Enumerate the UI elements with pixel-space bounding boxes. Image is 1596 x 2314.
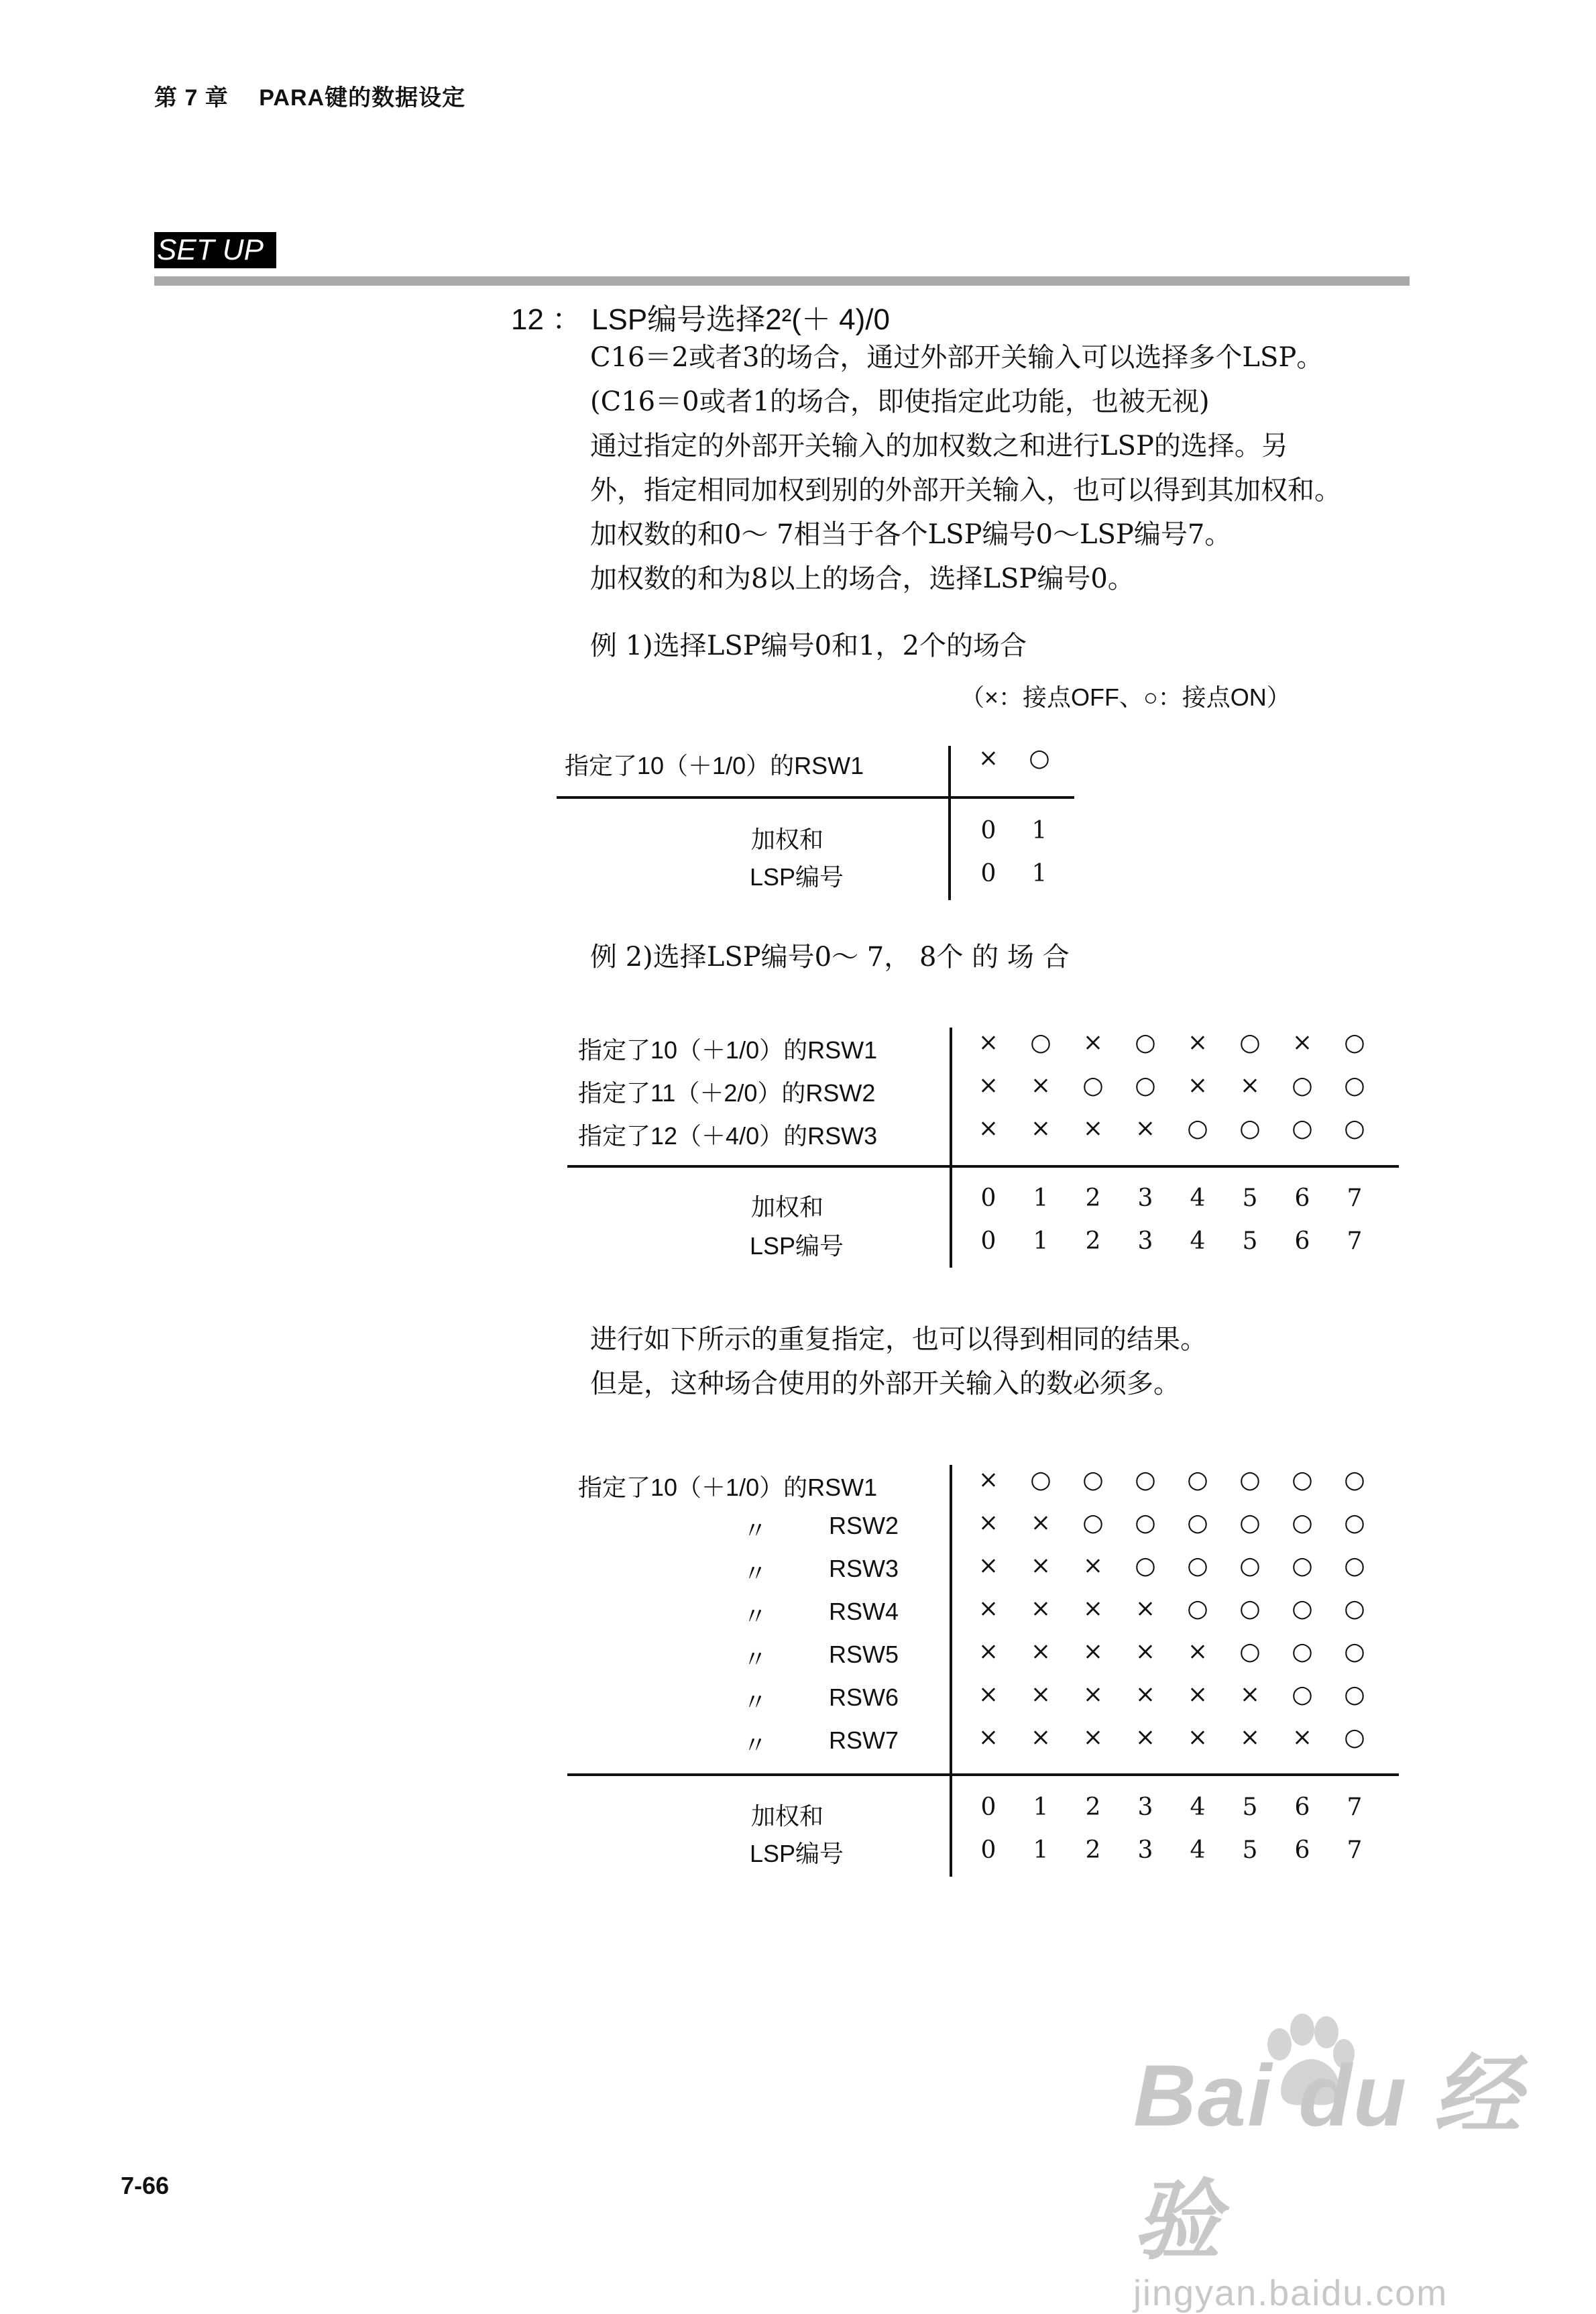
ex3-cell: ×: [1239, 1724, 1261, 1751]
para-line: 加权数的和为8以上的场合，选择LSP编号0。: [590, 563, 1135, 594]
example1-title: 例 1)选择LSP编号0和1，2个的场合: [590, 630, 1027, 661]
ex2-lsp: 2: [1085, 1227, 1101, 1255]
ex3-cell: ○: [1344, 1724, 1365, 1751]
ex3-cell: ○: [1135, 1509, 1156, 1537]
ex3-cell: ○: [1292, 1638, 1313, 1665]
ex3-cell: ×: [1030, 1638, 1051, 1665]
ex2-lsp: 1: [1033, 1227, 1049, 1255]
ex3-cell: ×: [1030, 1724, 1051, 1751]
ex3-cell: ×: [1082, 1595, 1104, 1622]
ex3-lsp: 2: [1085, 1836, 1101, 1864]
ex2-lsp: 7: [1347, 1227, 1363, 1255]
ex3-ditto-mark: 〃: [743, 1645, 768, 1673]
ex3-cell: ○: [1344, 1681, 1365, 1708]
note: [590, 1317, 1207, 1406]
ex3-cell: ○: [1292, 1552, 1313, 1580]
ex3-row-name: RSW3: [829, 1555, 899, 1582]
ex1-cell: ○: [1029, 745, 1050, 772]
ex3-cell: ×: [978, 1681, 999, 1708]
ex1-hline: [557, 796, 1074, 799]
ex2-lsp-label: LSP编号: [750, 1232, 844, 1260]
ex2-hline: [567, 1165, 1399, 1168]
ex3-cell: ○: [1344, 1552, 1365, 1580]
ex3-cell: ×: [1030, 1552, 1051, 1580]
ex2-cell: ×: [978, 1029, 999, 1056]
ex3-cell: ×: [1135, 1681, 1156, 1708]
ex3-lsp: 1: [1033, 1836, 1049, 1864]
ex2-cell: ×: [1135, 1115, 1156, 1142]
ex2-row-label: 指定了11（＋2/0）的RSW2: [578, 1079, 876, 1107]
ex2-cell: ○: [1344, 1029, 1365, 1056]
ex3-lsp: 3: [1137, 1836, 1153, 1864]
ex3-cell: ×: [1239, 1681, 1261, 1708]
note-line: 进行如下所示的重复指定，也可以得到相同的结果。: [590, 1324, 1207, 1355]
ex2-cell: ○: [1344, 1072, 1365, 1099]
ex3-cell: ×: [1135, 1724, 1156, 1751]
section-number: 12 ：: [511, 303, 582, 336]
ex3-cell: ○: [1239, 1509, 1261, 1537]
ex2-cell: ×: [1187, 1029, 1208, 1056]
ex3-cell: ×: [1030, 1595, 1051, 1622]
ex3-lsp: 0: [980, 1836, 996, 1864]
example2-title: 例 2)选择LSP编号0～ 7， 8个 的 场 合: [590, 942, 1070, 973]
ex1-lsp: 1: [1031, 860, 1047, 887]
ex3-lsp-label: LSP编号: [750, 1840, 844, 1867]
section-title-text: LSP编号选择2²(＋ 4)/0: [591, 303, 890, 336]
ex2-weight: 4: [1190, 1184, 1206, 1212]
ex2-weight: 6: [1294, 1184, 1310, 1212]
ex3-cell: ○: [1030, 1466, 1051, 1494]
ex1-row-label: 指定了10（＋1/0）的RSW1: [565, 752, 864, 779]
ex3-cell: ○: [1292, 1595, 1313, 1622]
ex3-ditto-mark: 〃: [743, 1602, 768, 1630]
ex2-cell: ○: [1187, 1115, 1208, 1142]
ex2-cell: ×: [1030, 1115, 1051, 1142]
ex2-lsp: 6: [1294, 1227, 1310, 1255]
ex2-cell: ×: [1030, 1072, 1051, 1099]
note-line: 但是，这种场合使用的外部开关输入的数必须多。: [590, 1368, 1180, 1399]
ex2-weight-label: 加权和: [751, 1194, 824, 1221]
ex2-cell: ○: [1239, 1029, 1261, 1056]
ex3-cell: ×: [978, 1466, 999, 1494]
ex3-cell: ○: [1187, 1509, 1208, 1537]
ex3-weight: 4: [1190, 1794, 1206, 1821]
ex3-cell: ×: [1135, 1638, 1156, 1665]
ex3-cell: ○: [1239, 1638, 1261, 1665]
example1-legend: （×：接点OFF、○：接点ON）: [960, 683, 1291, 711]
ex3-hline: [567, 1773, 1399, 1776]
ex3-lsp: 7: [1347, 1836, 1363, 1864]
ex2-cell: ×: [1187, 1072, 1208, 1099]
ex3-ditto-mark: 〃: [743, 1517, 768, 1544]
ex1-weight: 1: [1031, 817, 1047, 844]
ex3-weight: 7: [1347, 1794, 1363, 1821]
ex3-cell: ×: [1187, 1724, 1208, 1751]
ex3-cell: ×: [1030, 1681, 1051, 1708]
section-rule: [154, 276, 1410, 286]
ex2-cell: ×: [1292, 1029, 1313, 1056]
ex3-cell: ×: [1187, 1681, 1208, 1708]
para-line: 外，指定相同加权到别的外部开关输入，也可以得到其加权和。: [590, 475, 1341, 506]
ex3-cell: ×: [1030, 1509, 1051, 1537]
ex2-cell: ×: [1239, 1072, 1261, 1099]
ex2-weight: 7: [1347, 1184, 1363, 1212]
ex3-weight: 5: [1242, 1794, 1258, 1821]
ex1-weight-label: 加权和: [751, 826, 824, 854]
ex2-weight: 0: [980, 1184, 996, 1212]
ex2-lsp: 3: [1137, 1227, 1153, 1255]
ex3-weight: 0: [980, 1794, 996, 1821]
ex3-weight-label: 加权和: [751, 1803, 824, 1830]
chapter-header: 第 7 章 PARA键的数据设定: [154, 85, 466, 111]
ex3-first-label: 指定了10（＋1/0）的RSW1: [578, 1474, 878, 1501]
ex2-cell: ×: [1082, 1029, 1104, 1056]
ex3-cell: ○: [1187, 1552, 1208, 1580]
ex2-cell: ○: [1030, 1029, 1051, 1056]
ex2-cell: ×: [978, 1115, 999, 1142]
ex3-cell: ×: [1082, 1638, 1104, 1665]
ex3-row-name: RSW2: [829, 1512, 899, 1539]
ex2-cell: ×: [978, 1072, 999, 1099]
watermark-url: jingyan.baidu.com: [1133, 2273, 1448, 2313]
ex3-ditto-mark: 〃: [743, 1688, 768, 1716]
ex3-cell: ×: [1082, 1681, 1104, 1708]
ex2-cell: ○: [1135, 1029, 1156, 1056]
ex2-cell: ○: [1135, 1072, 1156, 1099]
ex3-cell: ×: [1082, 1552, 1104, 1580]
ex3-weight: 3: [1137, 1794, 1153, 1821]
ex3-cell: ×: [978, 1509, 999, 1537]
ex2-cell: ○: [1239, 1115, 1261, 1142]
ex2-weight: 2: [1085, 1184, 1101, 1212]
para-line: (C16＝0或者1的场合，即使指定此功能，也被无视): [590, 386, 1210, 417]
ex2-cell: ×: [1082, 1115, 1104, 1142]
ex3-cell: ×: [978, 1638, 999, 1665]
ex3-cell: ×: [978, 1552, 999, 1580]
ex3-lsp: 6: [1294, 1836, 1310, 1864]
ex2-lsp: 5: [1242, 1227, 1258, 1255]
ex3-lsp: 5: [1242, 1836, 1258, 1864]
ex1-cell: ×: [978, 745, 999, 772]
ex2-cell: ○: [1292, 1072, 1313, 1099]
ex3-cell: ○: [1187, 1595, 1208, 1622]
ex3-row-name: RSW4: [829, 1598, 899, 1625]
ex3-cell: ○: [1344, 1509, 1365, 1537]
ex3-cell: ○: [1292, 1466, 1313, 1494]
ex3-cell: ×: [1187, 1638, 1208, 1665]
ex3-cell: ○: [1135, 1552, 1156, 1580]
ex2-weight: 3: [1137, 1184, 1153, 1212]
ex3-cell: ○: [1082, 1509, 1104, 1537]
ex3-cell: ○: [1239, 1552, 1261, 1580]
para-line: C16＝2或者3的场合，通过外部开关输入可以选择多个LSP。: [590, 342, 1324, 373]
watermark-brand: Bai du 经验: [1133, 2046, 1522, 2270]
ex3-weight: 6: [1294, 1794, 1310, 1821]
ex3-ditto-mark: 〃: [743, 1559, 768, 1587]
ex3-cell: ×: [978, 1595, 999, 1622]
ex1-weight: 0: [980, 817, 996, 844]
ex2-cell: ○: [1082, 1072, 1104, 1099]
ex1-lsp-label: LSP编号: [750, 863, 844, 891]
ex2-row-label: 指定了12（＋4/0）的RSW3: [578, 1122, 878, 1150]
ex3-cell: ○: [1135, 1466, 1156, 1494]
ex1-lsp: 0: [980, 860, 996, 887]
ex3-vline: [950, 1465, 952, 1877]
ex3-cell: ○: [1344, 1595, 1365, 1622]
section-tag: SET UP: [154, 232, 276, 268]
ex1-vline: [948, 746, 951, 900]
ex2-lsp: 0: [980, 1227, 996, 1255]
ex3-cell: ×: [1292, 1724, 1313, 1751]
ex3-cell: ○: [1344, 1466, 1365, 1494]
ex3-cell: ×: [1135, 1595, 1156, 1622]
ex3-row-name: RSW7: [829, 1726, 899, 1754]
ex2-vline: [950, 1028, 952, 1268]
ex2-weight: 5: [1242, 1184, 1258, 1212]
para-line: 通过指定的外部开关输入的加权数之和进行LSP的选择。另: [590, 431, 1288, 461]
ex3-cell: ○: [1292, 1681, 1313, 1708]
ex3-cell: ○: [1082, 1466, 1104, 1494]
ex3-cell: ○: [1187, 1466, 1208, 1494]
watermark: [1133, 2026, 1596, 2314]
ex2-row-label: 指定了10（＋1/0）的RSW1: [578, 1036, 878, 1064]
ex3-ditto-mark: 〃: [743, 1731, 768, 1759]
page-number: 7-66: [121, 2172, 170, 2199]
ex3-cell: ○: [1239, 1595, 1261, 1622]
para-line: 加权数的和0～ 7相当于各个LSP编号0～LSP编号7。: [590, 519, 1232, 550]
ex3-lsp: 4: [1190, 1836, 1206, 1864]
ex3-row-name: RSW6: [829, 1684, 899, 1711]
section-title: [511, 295, 890, 338]
ex2-weight: 1: [1033, 1184, 1049, 1212]
ex3-cell: ×: [1082, 1724, 1104, 1751]
ex3-cell: ○: [1344, 1638, 1365, 1665]
ex3-cell: ○: [1292, 1509, 1313, 1537]
ex2-lsp: 4: [1190, 1227, 1206, 1255]
ex3-cell: ○: [1239, 1466, 1261, 1494]
ex2-cell: ○: [1344, 1115, 1365, 1142]
ex3-cell: ×: [978, 1724, 999, 1751]
ex3-weight: 1: [1033, 1794, 1049, 1821]
ex3-weight: 2: [1085, 1794, 1101, 1821]
description: [590, 335, 1341, 601]
ex2-cell: ○: [1292, 1115, 1313, 1142]
ex3-row-name: RSW5: [829, 1641, 899, 1668]
